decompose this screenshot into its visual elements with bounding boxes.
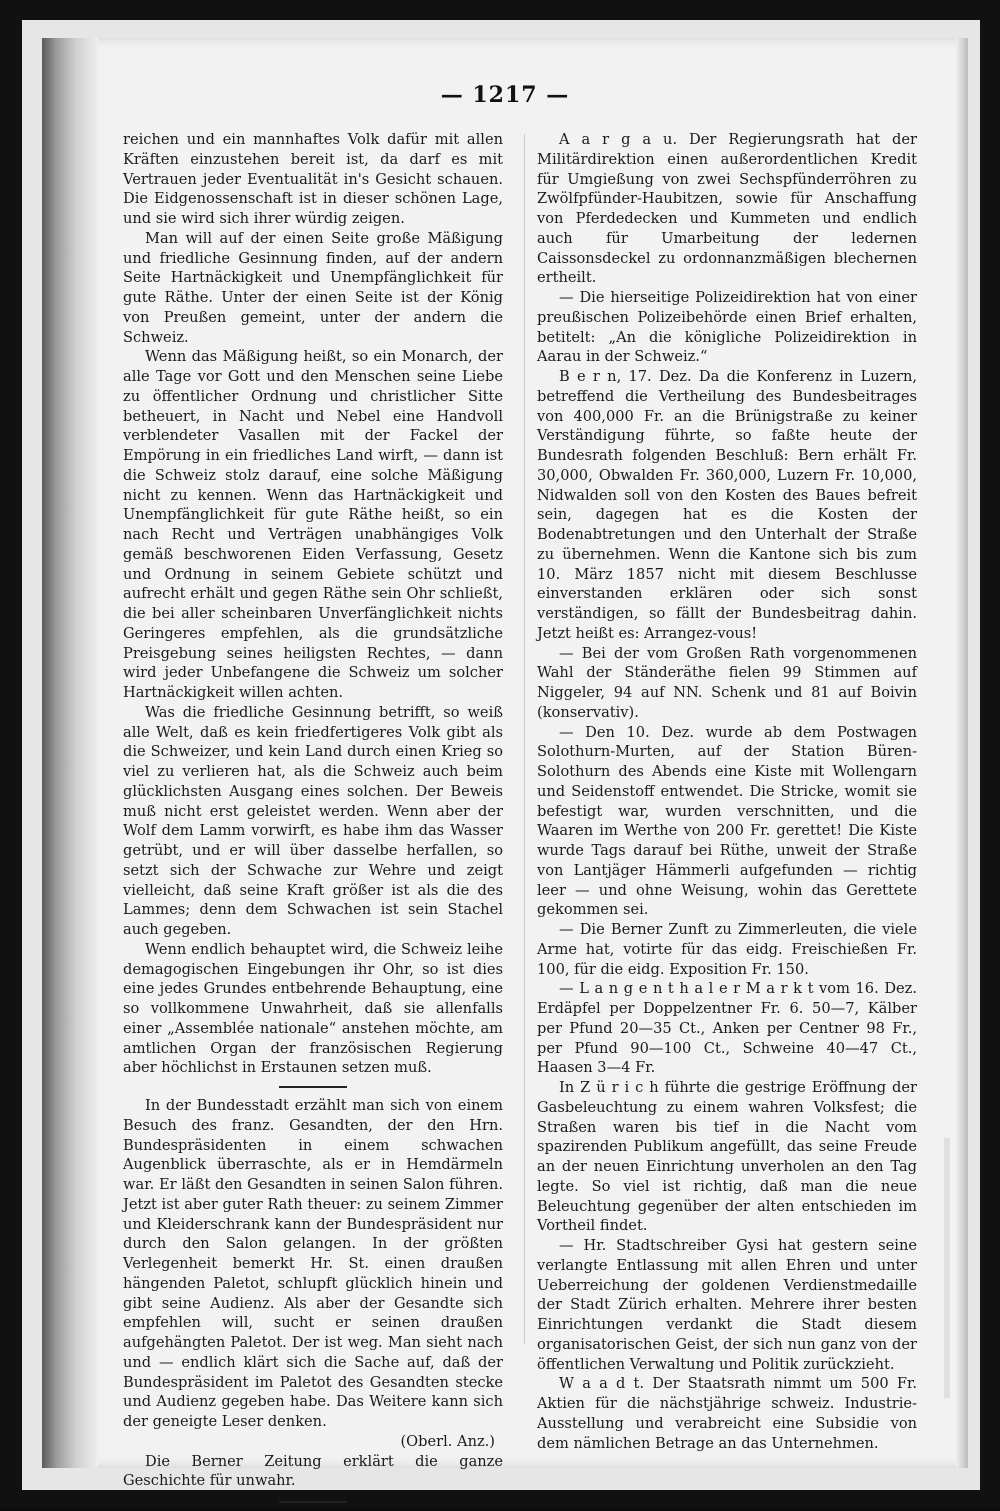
article-paragraph: Man will auf der einen Seite große Mäßigung und friedliche Gesinnung finden, auf der andern Seite Hartnäckigkeit und Unempfänglichkeit für gute Räthe. Unter der einen Seite ist der König von Preußen gemeint, unter der andern die Schweiz. (123, 229, 503, 346)
page-right-edge (956, 38, 968, 1468)
news-item-bern: B e r n, 17. Dez. Da die Konferenz in Luzern, betreffend die Vertheilung des Bundesbeitrages von 400,000 Fr. an die Brünigstraße zu keiner Verständigung führte, so faßte heute der Bundesrath folgenden Beschluß: Bern erhält Fr. 30,000, Obwalden Fr. 360,000, Luzern Fr. 10,000, Nidwalden soll von den Kosten des Baues befreit sein, dagegen hat es die Kosten der Bodenabtretungen und den Unterhalt der Straße zu übernehmen. Wenn die Kantone sich bis zum 10. März 1857 nicht mit diesem Beschlusse einverstanden erklären oder sich sonst verständigen, so fällt der Bundesbeitrag dahin. Jetzt heißt es: Arrangez-vous! (537, 368, 917, 642)
news-item-zurich: In Z ü r i c h führte die gestrige Eröffnung der Gasbeleuchtung zu einem wahren Volksfest; die Straßen waren bis tief in die Nacht vom spazirenden Publikum angefüllt, das seine Freude an der neuen Einrichtung unverholen an den Tag legte. So viel ist richtig, daß man die neue Beleuchtung gegenüber der alten entschieden im Vortheil findet. (537, 1079, 917, 1235)
article-paragraph: In der Bundesstadt erzählt man sich von einem Besuch des franz. Gesandten, der den Hrn. Bundespräsidenten in einem schwachen Augenblick überraschte, als er in Hemdärmeln war. Er läßt den Gesandten in seinen Salon führen. Jetzt ist aber guter Rath theuer: zu seinem Zimmer und Kleiderschrank kann der Bundespräsident nur durch den Salon gelangen. In der größten Verlegenheit bemerkt Hr. St. einen draußen hängenden Paletot, schlupft glücklich hinein und gibt seine Audienz. Als aber der Gesandte sich empfehlen will, sucht er seinen draußen aufgehängten Paletot. Der ist weg. Man sieht nach und — endlich klärt sich die Sache auf, daß der Bundespräsident im Paletot des Gesandten stecke und Audienz gegeben habe. Das Weitere kann sich der geneigte Leser denken. (123, 1097, 503, 1430)
news-item: — Die hierseitige Polizeidirektion hat von einer preußischen Polizeibehörde einen Brief erhalten, betitelt: „An die königliche Polizeidirektion in Aarau in der Schweiz.“ (537, 289, 917, 366)
news-item: — Den 10. Dez. wurde ab dem Postwagen Solothurn-Murten, auf der Station Büren-Solothurn des Abends eine Kiste mit Wollengarn und Seidenstoff entwendet. Die Stricke, womit sie befestigt war, wurden verschnitten, und die Waaren im Werthe von 200 Fr. gerettet! Die Kiste wurde Tags darauf bei Rüthe, unweit der Straße von Lantjäger Hämmerli aufgefunden — richtig leer — und ohne Weisung, wohin das Gerettete gekommen sei. (537, 723, 917, 919)
column-divider (524, 134, 525, 1344)
end-divider (279, 1501, 347, 1503)
right-column (537, 130, 917, 1453)
news-item-market: — L a n g e n t h a l e r M a r k t vom 16. Dez. Erdäpfel per Doppelzentner Fr. 6. 50—7, Kälber per Pfund 20—35 Ct., Anken per Centner 98 Fr., per Pfund 90—100 Ct., Schweine 40—47 Ct., Haasen 3—4 Fr. (537, 980, 917, 1077)
article-paragraph: Was die friedliche Gesinnung betrifft, so weiß alle Welt, daß es kein friedfertigeres Volk gibt als die Schweizer, und kein Land durch einen Krieg so viel zu verlieren hat, als die Schweiz auch beim glücklichsten Ausgang eines solchen. Der Beweis muß nicht erst geleistet werden. Wenn aber der Wolf dem Lamm vorwirft, es habe ihm das Wasser getrübt, und er will über dasselbe herfallen, so setzt sich der Schwache zur Wehre und zeigt vielleicht, daß seine Kraft größer ist als die des Lammes; denn dem Schwachen ist sein Stachel auch gegeben. (123, 703, 503, 938)
source-attribution: (Oberl. Anz.) (400, 1432, 495, 1450)
news-item: — Bei der vom Großen Rath vorgenommenen Wahl der Ständeräthe fielen 99 Stimmen auf Niggeler, 94 auf NN. Schenk und 81 auf Boivin (konservativ). (537, 644, 917, 721)
article-paragraph: Wenn das Mäßigung heißt, so ein Monarch, der alle Tage vor Gott und den Menschen seine Liebe zu öffentlicher Ordnung und christlicher Sitte betheuert, in Nacht und Nebel eine Handvoll verblendeter Vasallen mit der Fackel der Empörung in ein friedliches Land wirft, — dann ist die Schweiz stolz darauf, eine solche Mäßigung nicht zu kennen. Wenn das Hartnäckigkeit und Unempfänglichkeit für gute Räthe heißt, so ein nach Recht und Verträgen unabhängiges Volk gemäß beschworenen Eiden Verfassung, Gesetz und Ordnung in seinem Gebiete schützt und aufrecht erhält und gegen Räthe sein Ohr schließt, die bei aller scheinbaren Unverfänglichkeit nichts Geringeres empfehlen, als die grundsätzliche Preisgebung seines heiligsten Rechtes, — dann wird jeder Unbefangene die Schweiz um solcher Hartnäckigkeit willen achten. (123, 348, 503, 701)
section-divider (279, 1086, 347, 1088)
newspaper-page (42, 38, 968, 1490)
news-item-aargau: A a r g a u. Der Regierungsrath hat der Militärdirektion einen außerordentlichen Kredit für Umgießung von zwei Sechspfünderröhren zu Zwölfpfünder-Haubitzen, sowie für Anschaffung von Pferdedecken und Kummeten und endlich auch für Umarbeitung der ledernen Caissonsdeckel zu ordonnanzmäßigen blechernen ertheilt. (537, 131, 917, 287)
news-item-waadt: W a a d t. Der Staatsrath nimmt um 500 Fr. Aktien für die nächstjährige schweiz. Industrie-Ausstellung und verabreicht eine Subsidie von dem nämlichen Betrage an das Unternehmen. (537, 1375, 917, 1452)
page-number: — 1217 — (440, 82, 570, 108)
news-item: — Hr. Stadtschreiber Gysi hat gestern seine verlangte Entlassung mit allen Ehren und unter Ueberreichung der goldenen Verdienstmedaille der Stadt Zürich erhalten. Mehrere ihrer besten Einrichtungen verdankt die Stadt diesem organisatorischen Geist, der sich nun ganz von der öffentlichen Verwaltung und Politik zurückzieht. (537, 1237, 917, 1373)
left-column (123, 130, 503, 1511)
page-stain (944, 1138, 950, 1398)
news-item: — Die Berner Zunft zu Zimmerleuten, die viele Arme hat, votirte für das eidg. Freischießen Fr. 100, für die eidg. Exposition Fr. 150. (537, 921, 917, 978)
page-gutter-shadow (42, 38, 98, 1468)
article-paragraph: reichen und ein mannhaftes Volk dafür mit allen Kräften einzustehen bereit ist, da darf es mit Vertrauen jeder Eventualität in's Gesicht schauen. Die Eidgenossenschaft ist in dieser schönen Lage, und sie wird sich ihrer würdig zeigen. (123, 131, 503, 227)
article-paragraph: Wenn endlich behauptet wird, die Schweiz leihe demagogischen Eingebungen ihr Ohr, so ist dies eine jedes Grundes entbehrende Behauptung, eine so vollkommene Unwahrheit, daß sie allenfalls einer „Assemblée nationale“ anstehen möchte, am amtlichen Organ der französischen Regierung aber höchlichst in Erstaunen setzen muß. (123, 940, 503, 1077)
article-paragraph: Die Berner Zeitung erklärt die ganze Geschichte für unwahr. (123, 1452, 503, 1490)
